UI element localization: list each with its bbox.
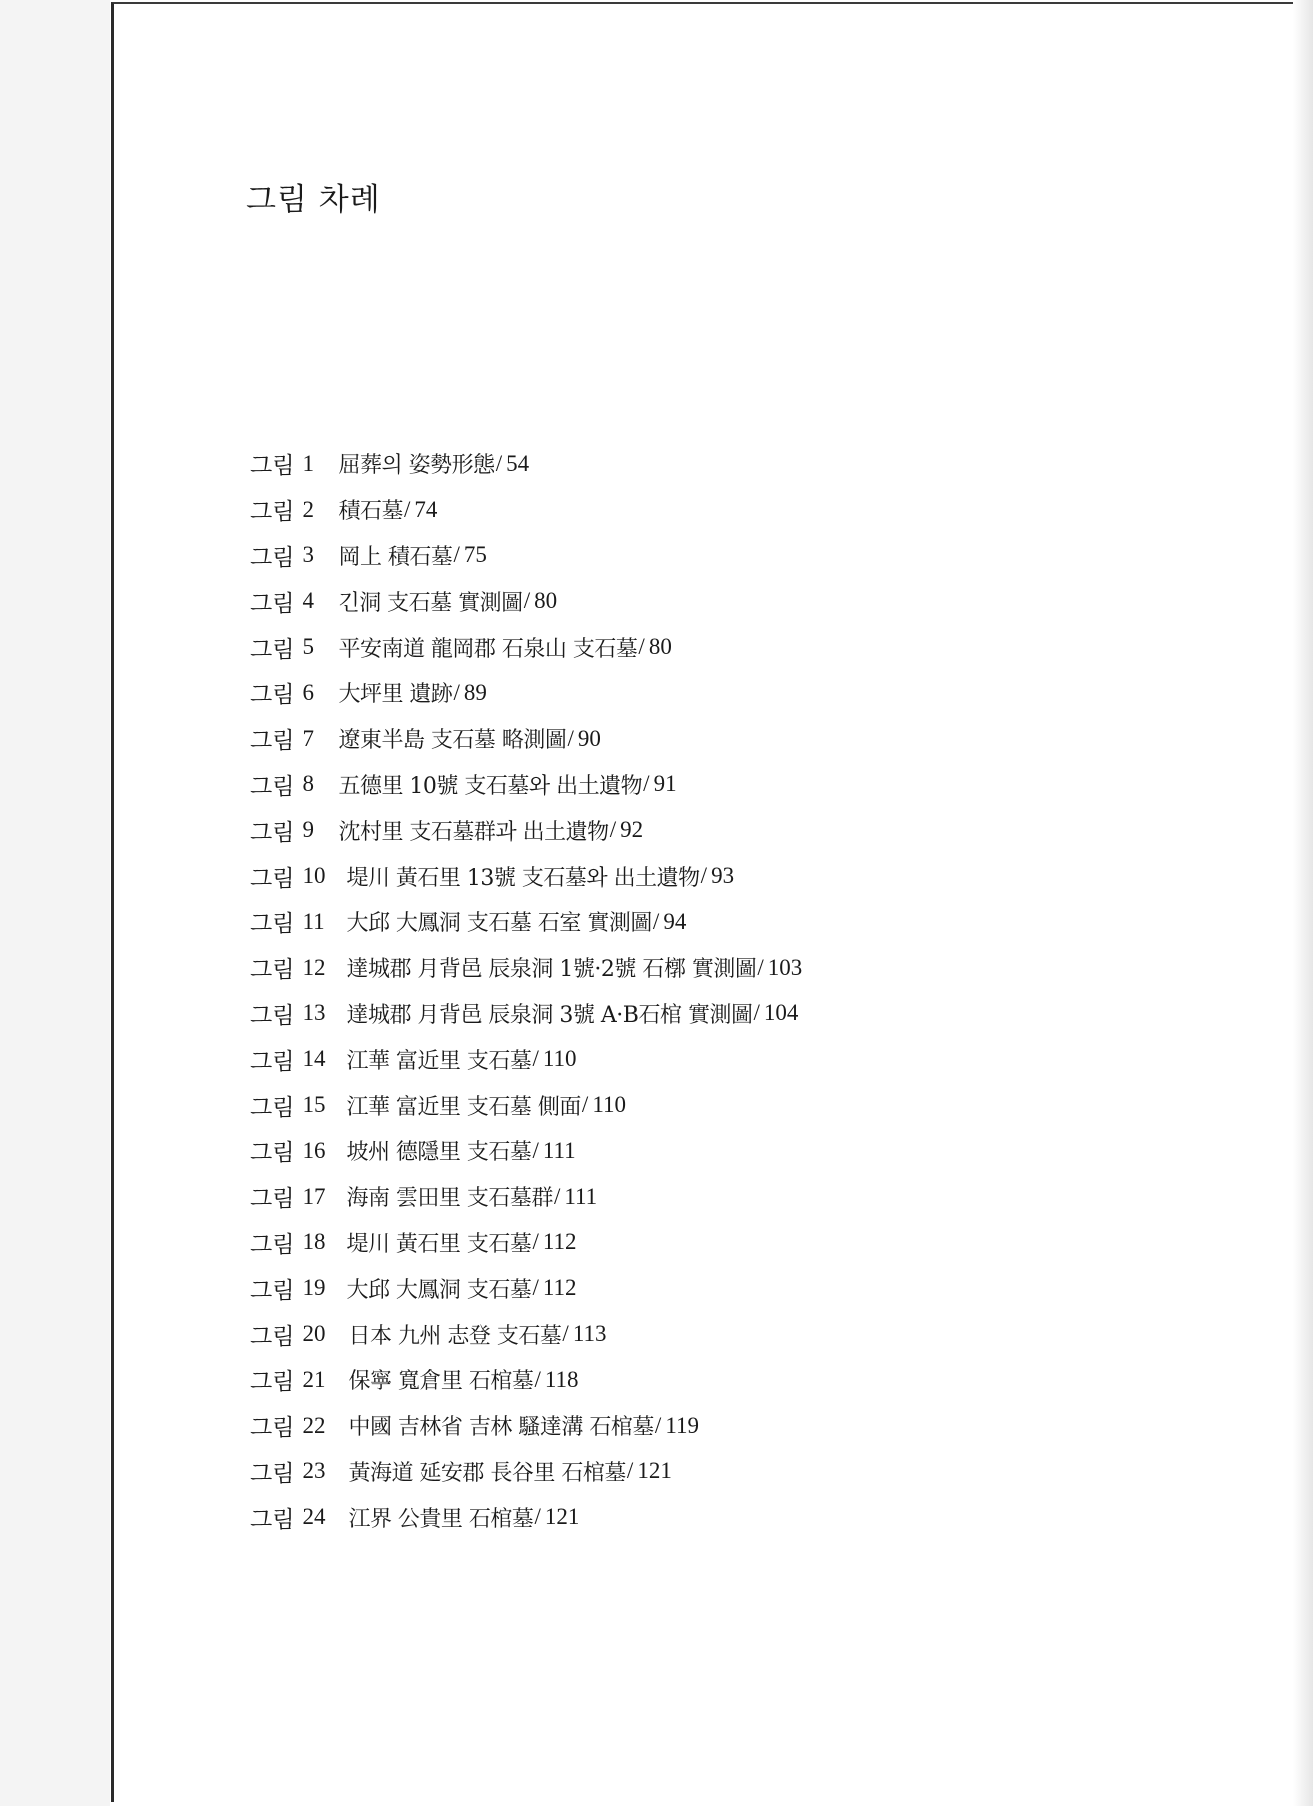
figure-page-number: 90 [577, 725, 601, 751]
figure-number: 2 [302, 496, 314, 522]
figure-entry [250, 1265, 802, 1311]
figure-caption: 達城郡 月背邑 辰泉洞 3號 A·B石棺 實測圖 [346, 1002, 753, 1028]
figure-caption: 긴洞 支石墓 實測圖 [338, 590, 523, 616]
page-separator: / [562, 1321, 569, 1347]
figure-entry [250, 899, 802, 945]
figure-entry [250, 487, 802, 533]
figure-label: 그림 [250, 1186, 295, 1213]
page-separator: / [532, 1137, 539, 1163]
figure-number: 9 [302, 817, 314, 843]
page-separator: / [643, 771, 650, 797]
figure-entry [250, 1449, 802, 1495]
figure-page-number: 119 [665, 1412, 699, 1438]
page-separator: / [700, 863, 708, 889]
page-separator: / [567, 725, 574, 751]
figure-page-number: 112 [542, 1275, 577, 1301]
figure-page-number: 113 [572, 1321, 607, 1347]
page-separator: / [753, 1000, 760, 1026]
figure-caption: 黃海道 延安郡 長谷里 石棺墓 [348, 1460, 626, 1486]
figure-label: 그림 [250, 1277, 295, 1304]
figure-caption: 江華 富近里 支石墓 側面 [346, 1094, 581, 1120]
figure-label: 그림 [250, 1415, 295, 1442]
figure-page-number: 54 [506, 450, 530, 476]
figure-label: 그림 [250, 911, 295, 938]
figure-entry [250, 1357, 802, 1403]
page-separator: / [453, 542, 460, 568]
figure-entry [250, 624, 802, 670]
figure-page-number: 92 [620, 817, 644, 843]
figure-label: 그림 [250, 819, 295, 846]
page-separator: / [532, 1046, 539, 1072]
figure-entry [250, 1220, 802, 1266]
page-separator: / [523, 588, 531, 614]
figure-number: 23 [302, 1458, 326, 1484]
figure-caption: 海南 雲田里 支石墓群 [346, 1186, 553, 1212]
figure-number: 3 [302, 542, 314, 568]
figure-entry [250, 945, 802, 991]
figure-caption: 堤川 黃石里 支石墓 [346, 1231, 532, 1257]
figure-entry [250, 807, 802, 853]
figure-entry [250, 441, 802, 487]
figure-number: 22 [302, 1412, 326, 1438]
figure-caption: 大邱 大鳳洞 支石墓 [346, 1277, 532, 1303]
figure-caption: 五德里 10號 支石墓와 出土遺物 [338, 773, 643, 799]
page-separator: / [553, 1183, 561, 1209]
figure-page-number: 75 [463, 542, 487, 568]
figure-label: 그림 [250, 1140, 295, 1167]
figure-number: 10 [302, 863, 326, 889]
figure-label: 그림 [250, 544, 295, 571]
figure-label: 그림 [250, 1048, 295, 1075]
figure-label: 그림 [250, 1460, 295, 1487]
figure-page-number: 91 [653, 771, 677, 797]
figure-label: 그림 [250, 1369, 295, 1396]
figure-number: 15 [302, 1092, 326, 1118]
figure-caption: 大坪里 遺跡 [338, 682, 453, 708]
figure-number: 13 [302, 1000, 326, 1026]
figure-entry [250, 1311, 802, 1357]
figure-page-number: 94 [663, 908, 687, 934]
figure-number: 4 [302, 588, 314, 614]
figure-label: 그림 [250, 1323, 295, 1350]
figure-label: 그림 [250, 728, 295, 755]
figure-entry [250, 716, 802, 762]
figure-number: 8 [302, 771, 314, 797]
figure-entry [250, 578, 802, 624]
figure-label: 그림 [250, 865, 295, 892]
figure-number: 11 [302, 908, 325, 934]
figure-list [250, 441, 802, 1540]
figure-caption: 江華 富近里 支石墓 [346, 1048, 532, 1074]
figure-caption: 沈村里 支石墓群과 出土遺物 [338, 819, 609, 845]
figure-label: 그림 [250, 1231, 295, 1258]
page-separator: / [638, 634, 645, 660]
figure-number: 16 [302, 1137, 326, 1163]
figure-entry [250, 1128, 802, 1174]
page-separator: / [757, 954, 764, 980]
figure-page-number: 110 [542, 1046, 577, 1072]
figure-page-number: 112 [542, 1229, 577, 1255]
figure-number: 24 [302, 1504, 326, 1530]
figure-caption: 日本 九州 志登 支石墓 [348, 1323, 562, 1349]
figure-label: 그림 [250, 1506, 295, 1533]
figure-page-number: 74 [414, 496, 438, 522]
figure-entry [250, 1082, 802, 1128]
figure-label: 그림 [250, 1094, 295, 1121]
figure-caption: 岡上 積石墓 [338, 544, 453, 570]
figure-number: 5 [302, 634, 314, 660]
figure-caption: 大邱 大鳳洞 支石墓 石室 實測圖 [346, 911, 652, 937]
figure-caption: 坡州 德隱里 支石墓 [346, 1140, 532, 1166]
figure-caption: 堤川 黃石里 13號 支石墓와 出土遺物 [346, 865, 700, 891]
figure-number: 20 [302, 1321, 326, 1347]
figure-label: 그림 [250, 1002, 295, 1029]
figure-label: 그림 [250, 499, 295, 526]
figure-caption: 保寧 寬倉里 石棺墓 [348, 1369, 534, 1395]
figure-entry [250, 853, 802, 899]
figure-label: 그림 [250, 773, 295, 800]
figure-entry [250, 991, 802, 1037]
figure-caption: 平安南道 龍岡郡 石泉山 支石墓 [338, 636, 638, 662]
page-separator: / [453, 679, 460, 705]
figure-page-number: 111 [564, 1183, 598, 1209]
figure-label: 그림 [250, 453, 295, 480]
figure-caption: 江界 公貴里 石棺墓 [348, 1506, 534, 1532]
figure-page-number: 121 [637, 1458, 672, 1484]
figure-entry [250, 762, 802, 808]
figure-page-number: 103 [767, 954, 803, 980]
figure-entry [250, 1036, 802, 1082]
figure-caption: 中國 吉林省 吉林 騷達溝 石棺墓 [348, 1415, 654, 1441]
page-separator: / [403, 496, 411, 522]
figure-number: 1 [302, 450, 314, 476]
page-separator: / [581, 1092, 589, 1118]
page-separator: / [495, 450, 503, 476]
figure-entry [250, 1494, 802, 1540]
page-separator: / [609, 817, 617, 843]
figure-page-number: 111 [542, 1137, 576, 1163]
figure-number: 12 [302, 954, 326, 980]
figure-caption: 積石墓 [338, 499, 403, 525]
figure-page-number: 110 [592, 1092, 626, 1118]
figure-entry [250, 1403, 802, 1449]
figure-page-number: 121 [544, 1504, 580, 1530]
figure-entry [250, 1174, 802, 1220]
figure-entry [250, 670, 802, 716]
figure-caption: 遼東半島 支石墓 略測圖 [338, 728, 567, 754]
page-separator: / [532, 1275, 539, 1301]
page-separator: / [654, 1412, 662, 1438]
figure-label: 그림 [250, 957, 295, 984]
figure-number: 7 [302, 725, 314, 751]
figure-page-number: 118 [544, 1366, 579, 1392]
document-page [111, 2, 1296, 1802]
page-separator: / [626, 1458, 634, 1484]
figure-number: 18 [302, 1229, 326, 1255]
figure-page-number: 80 [534, 588, 558, 614]
page-title: 그림 차례 [246, 182, 381, 218]
figure-caption: 達城郡 月背邑 辰泉洞 1號·2號 石槨 實測圖 [346, 957, 757, 983]
figure-number: 6 [302, 679, 314, 705]
page-separator: / [532, 1229, 539, 1255]
page-separator: / [652, 908, 660, 934]
figure-number: 14 [302, 1046, 326, 1072]
figure-label: 그림 [250, 636, 295, 663]
figure-label: 그림 [250, 682, 295, 709]
figure-page-number: 89 [463, 679, 487, 705]
page-edge-shadow [1293, 0, 1313, 1806]
figure-entry [250, 533, 802, 579]
page-separator: / [534, 1504, 541, 1530]
figure-page-number: 104 [763, 1000, 799, 1026]
figure-label: 그림 [250, 590, 295, 617]
figure-number: 19 [302, 1275, 326, 1301]
figure-number: 17 [302, 1183, 326, 1209]
figure-page-number: 93 [711, 863, 735, 889]
page-separator: / [534, 1366, 541, 1392]
figure-number: 21 [302, 1366, 326, 1392]
figure-caption: 屈葬의 姿勢形態 [338, 453, 495, 479]
figure-page-number: 80 [648, 634, 672, 660]
